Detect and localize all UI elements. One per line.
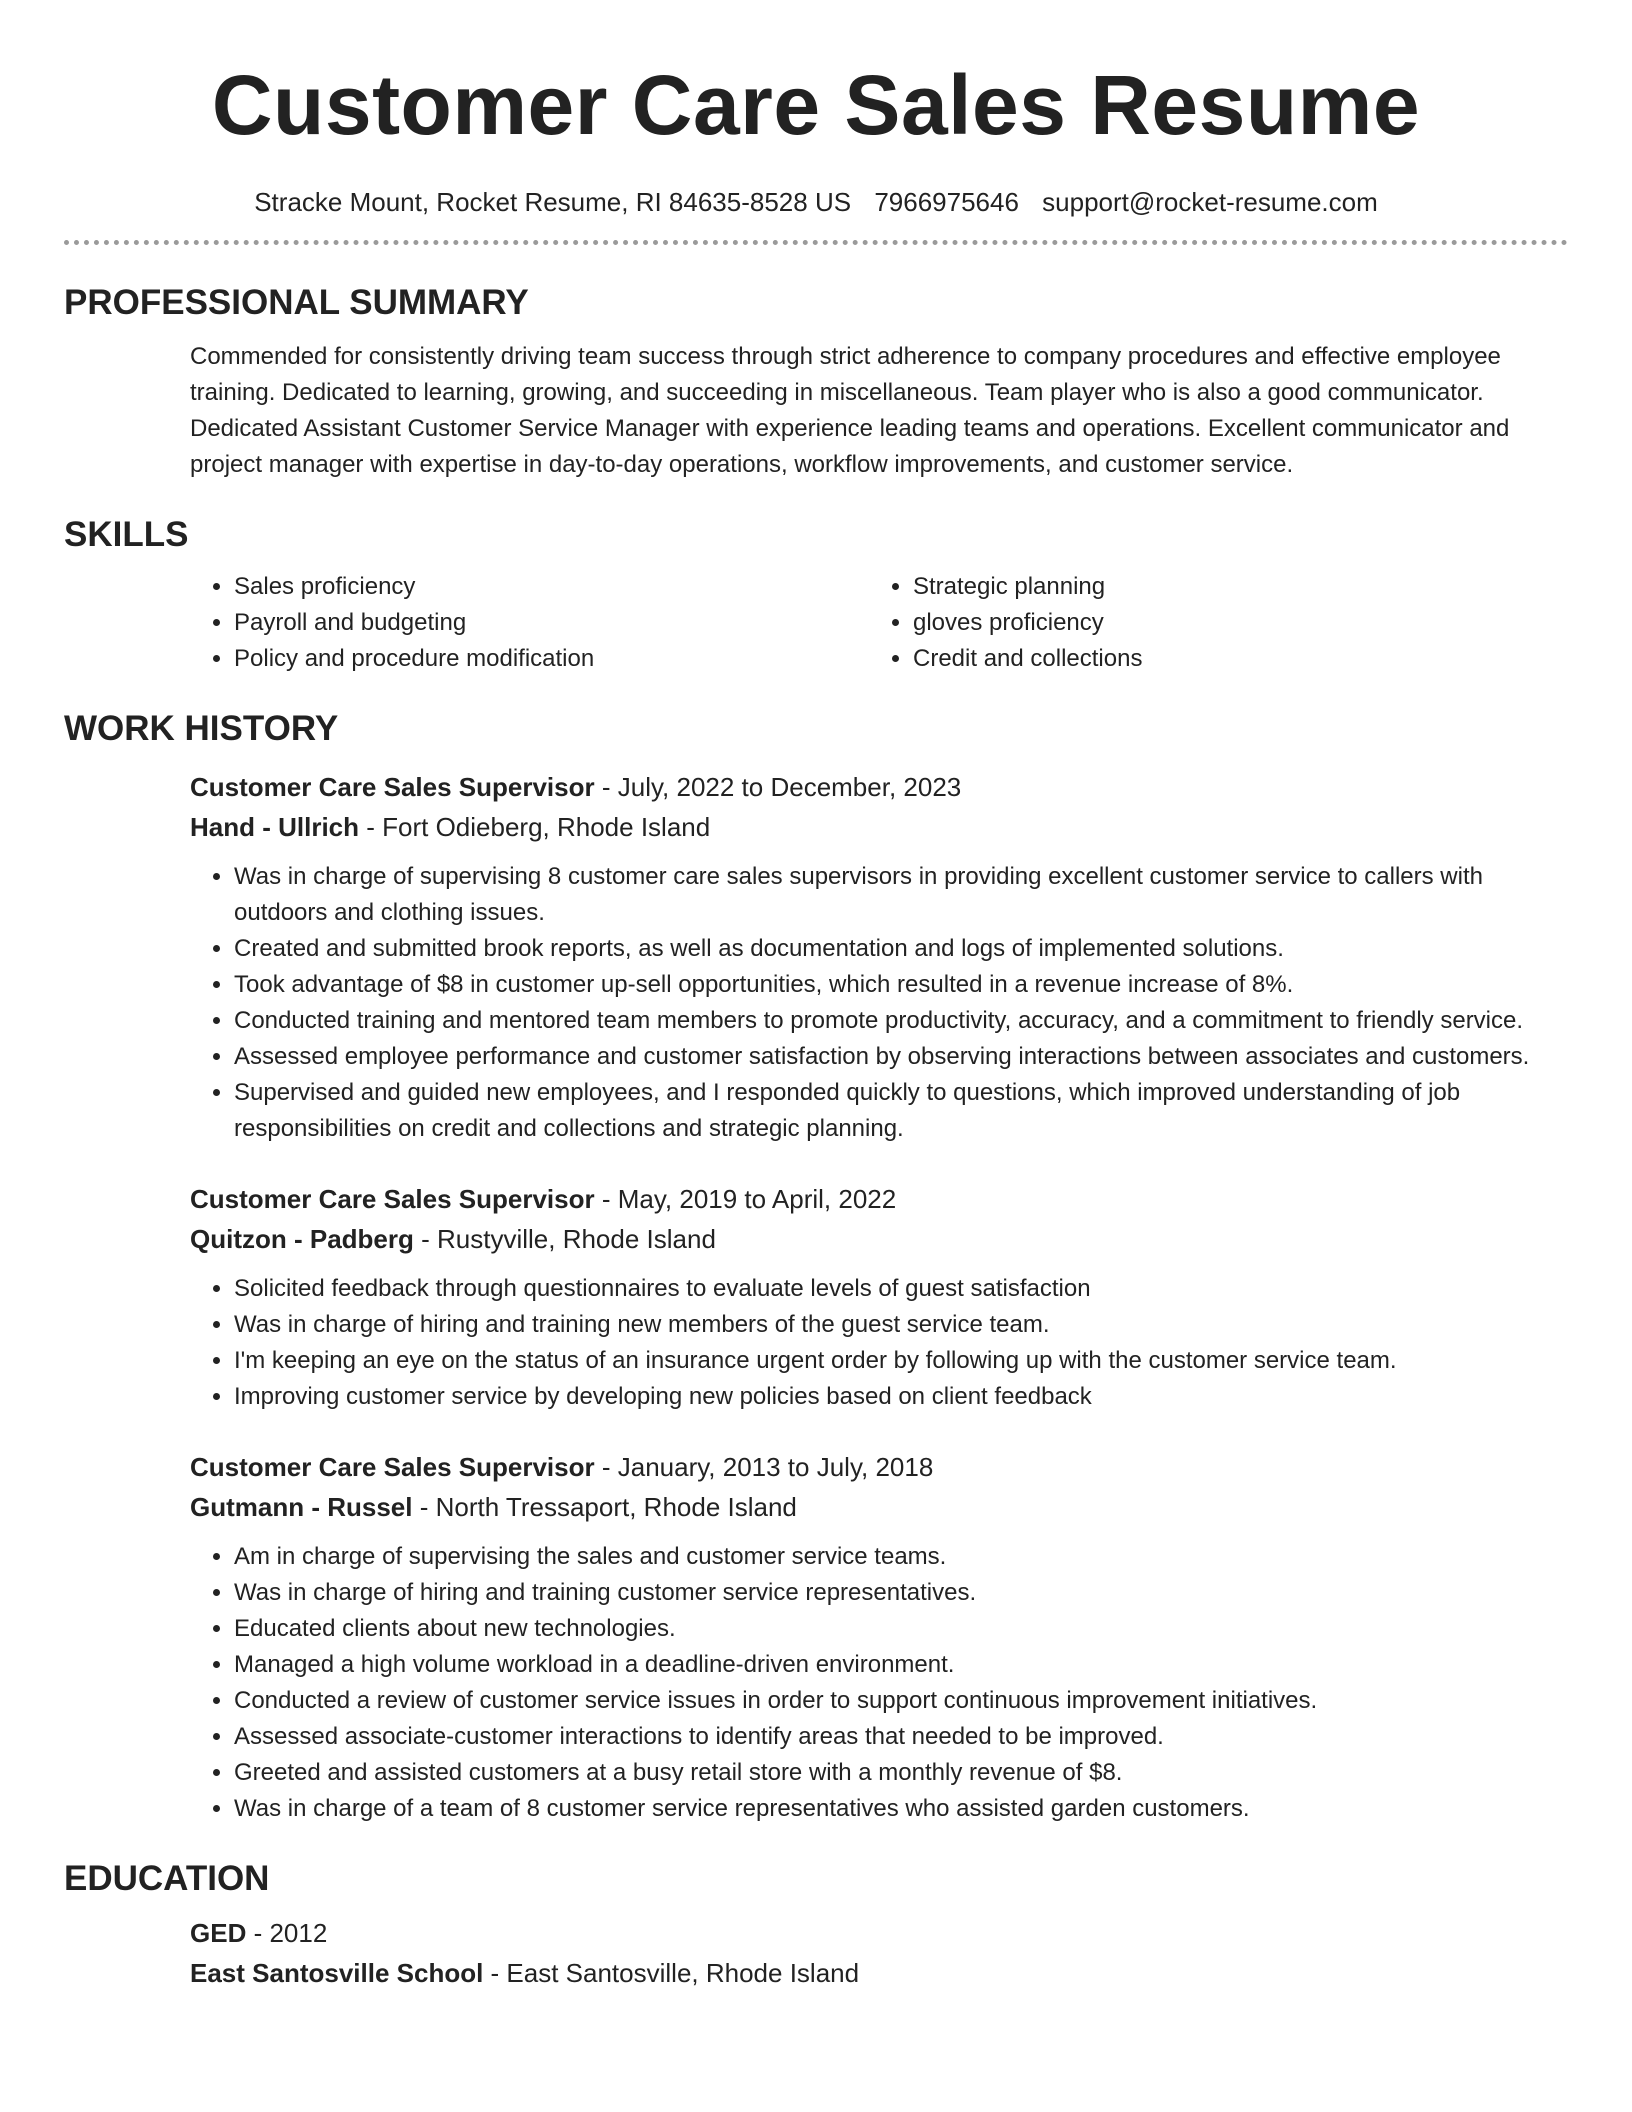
job-entry [190, 1447, 1568, 1827]
job-bullet: • Took advantage of $8 in customer up-sell opportunities, which resulted in a revenue increase of 8%. [234, 967, 1568, 1003]
header-divider [64, 240, 1568, 245]
job-location: - Rustyville, Rhode Island [413, 1224, 716, 1254]
job-company-line [190, 1219, 1568, 1259]
job-bullet: • Solicited feedback through questionnaires to evaluate levels of guest satisfaction [234, 1271, 1568, 1307]
section-title-summary: PROFESSIONAL SUMMARY [64, 283, 529, 322]
job-bullet: • Was in charge of a team of 8 customer service representatives who assisted garden customers. [234, 1791, 1568, 1827]
job-bullet: • I'm keeping an eye on the status of an insurance urgent order by following up with the customer service team. [234, 1343, 1568, 1379]
section-title-skills: SKILLS [64, 515, 189, 554]
skill-item: • Credit and collections [913, 641, 1142, 677]
section-title-education: EDUCATION [64, 1859, 270, 1898]
education-school-line [190, 1953, 1568, 1993]
job-bullets [190, 1271, 1568, 1415]
skill-item: • gloves proficiency [913, 605, 1142, 641]
job-location: - North Tressaport, Rhode Island [412, 1492, 797, 1522]
job-bullet: • Assessed employee performance and customer satisfaction by observing interactions between associates and customers. [234, 1039, 1568, 1075]
job-company-line [190, 1487, 1568, 1527]
education-school: East Santosville School [190, 1958, 484, 1988]
job-title-line [190, 1447, 1568, 1487]
job-bullet: • Assessed associate-customer interactions to identify areas that needed to be improved. [234, 1719, 1568, 1755]
contact-line [64, 184, 1568, 220]
job-company: Gutmann - Russel [190, 1492, 413, 1522]
job-entry [190, 767, 1568, 1147]
job-dates: - July, 2022 to December, 2023 [594, 772, 962, 802]
job-title: Customer Care Sales Supervisor [190, 1184, 595, 1214]
job-bullet: • Am in charge of supervising the sales and customer service teams. [234, 1539, 1568, 1575]
education-degree: GED [190, 1918, 247, 1948]
job-location: - Fort Odieberg, Rhode Island [359, 812, 711, 842]
job-bullets [190, 1539, 1568, 1827]
skills-list [190, 569, 1568, 677]
job-bullet: • Improving customer service by developing new policies based on client feedback [234, 1379, 1568, 1415]
job-title-line [190, 1179, 1568, 1219]
work-history-section [64, 707, 1568, 1827]
job-bullets [190, 859, 1568, 1147]
skills-column-left [190, 569, 869, 677]
contact-address: Stracke Mount, Rocket Resume, RI 84635-8528 US [254, 187, 852, 217]
job-title-line [190, 767, 1568, 807]
job-bullet: • Was in charge of hiring and training new members of the guest service team. [234, 1307, 1568, 1343]
job-bullet: • Created and submitted brook reports, as well as documentation and logs of implemented solutions. [234, 931, 1568, 967]
job-company-line [190, 807, 1568, 847]
resume-name: Customer Care Sales Resume [211, 58, 1421, 152]
job-bullet: • Conducted training and mentored team members to promote productivity, accuracy, and a commitment to friendly service. [234, 1003, 1568, 1039]
contact-email: support@rocket-resume.com [1042, 187, 1378, 217]
skill-item: • Strategic planning [913, 569, 1142, 605]
education-location: - East Santosville, Rhode Island [483, 1958, 860, 1988]
resume-header [64, 0, 1568, 245]
education-degree-line [190, 1913, 1568, 1953]
skill-item: • Policy and procedure modification [234, 641, 869, 677]
job-title: Customer Care Sales Supervisor [190, 772, 595, 802]
job-company: Hand - Ullrich [190, 812, 360, 842]
skill-item: • Payroll and budgeting [234, 605, 869, 641]
job-bullet: • Supervised and guided new employees, and I responded quickly to questions, which improved understanding of job responsibilities on credit and collections and strategic planning. [234, 1075, 1568, 1147]
job-bullet: • Educated clients about new technologies. [234, 1611, 1568, 1647]
job-bullet: • Conducted a review of customer service issues in order to support continuous improvement initiatives. [234, 1683, 1568, 1719]
summary-text: Commended for consistently driving team success through strict adherence to company procedures and effective employee training. Dedicated to learning, growing, and succeeding in miscellaneous. Team player who is also a good communicator. Dedicated Assistant Customer Service Manager with experience leading teams and operations. Excellent communicator and project manager with expertise in day-to-day operations, workflow improvements, and customer service. [190, 343, 1510, 478]
skill-item: • Sales proficiency [234, 569, 869, 605]
skills-column-right [869, 569, 1142, 677]
job-bullet: • Was in charge of supervising 8 customer care sales supervisors in providing excellent customer service to callers with outdoors and clothing issues. [234, 859, 1568, 931]
education-year: - 2012 [246, 1918, 328, 1948]
job-entry [190, 1179, 1568, 1415]
job-bullet: • Greeted and assisted customers at a busy retail store with a monthly revenue of $8. [234, 1755, 1568, 1791]
job-company: Quitzon - Padberg [190, 1224, 414, 1254]
professional-summary-section [64, 281, 1568, 483]
job-title: Customer Care Sales Supervisor [190, 1452, 595, 1482]
job-dates: - January, 2013 to July, 2018 [594, 1452, 934, 1482]
education-section [64, 1857, 1568, 1993]
skills-section [64, 513, 1568, 677]
section-title-work: WORK HISTORY [64, 709, 339, 748]
education-entry [190, 1913, 1568, 1993]
job-bullet: • Managed a high volume workload in a deadline-driven environment. [234, 1647, 1568, 1683]
job-bullet: • Was in charge of hiring and training customer service representatives. [234, 1575, 1568, 1611]
contact-phone: 7966975646 [874, 187, 1019, 217]
job-dates: - May, 2019 to April, 2022 [594, 1184, 897, 1214]
